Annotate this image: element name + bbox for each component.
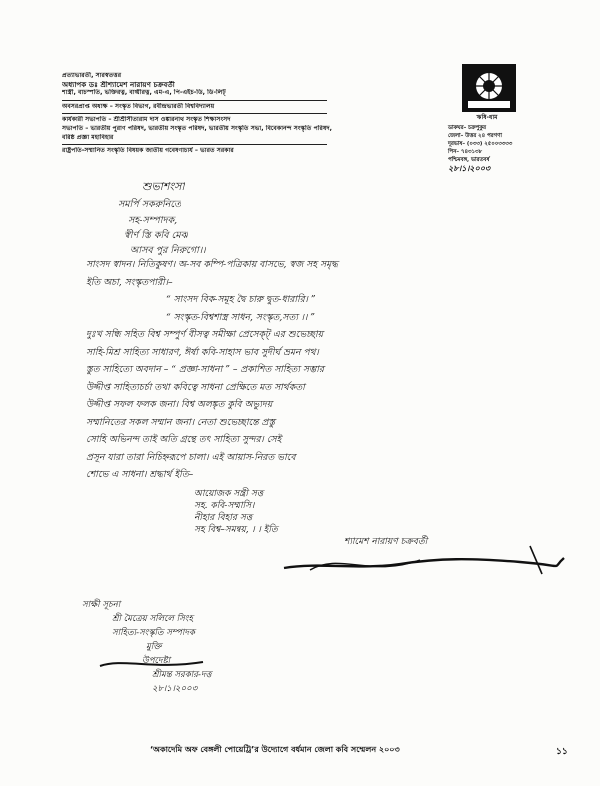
letterhead-line-7: রাষ্ট্রপতি-সম্মানিত সংস্কৃতি বিষয়ক জাতীয় গবেষণাচার্য – ভারত সরকার: [62, 147, 234, 155]
body-line: ইতি অচা, সংস্কৃতপারী।–: [86, 276, 173, 288]
witness-signature: শ্রীমন্ত সরকার-দত্ত: [152, 670, 212, 680]
address-line: দূরভাষ– (০৩৩) ২৫০০৩৩৩৩: [448, 141, 513, 147]
body-line: উদ্দীপ্ত সাহিত্যচর্চা তথা কবিত্বে সাধনা প্রেক্ষিতে মত সার্থকতা: [86, 381, 305, 393]
body-line: সোহি অভিনন্দ তাই অতি গ্রন্থে তৎ সাহিত্য সুন্দর। সেই: [86, 434, 282, 445]
body-line: দুঃখ সন্ধি সহিত বিশ্ব সম্পুৰ্ণ বীসত্ব সমীক্ষা প্রেসেক্ট্ এর শুভেচ্ছায়: [86, 329, 323, 340]
body-quote: “ সংস্কৃত-বিশ্বশাস্ত্র সাধন, সংস্কৃত,সত্য ।। ”: [166, 311, 315, 323]
witness-line: মুক্তি: [146, 642, 162, 652]
letterhead-divider: [62, 144, 327, 145]
recipient-line: সহ-সম্পাদক,: [128, 215, 178, 226]
letter-body: [86, 256, 556, 484]
witness-line: শ্রী মৈত্রেয় সলিলে সিংহ: [112, 614, 193, 624]
witness-line: উপদেষ্টা: [142, 656, 171, 666]
address-block: [448, 124, 544, 172]
closing-line: আয়োজক সন্ত্রী সত্ত: [194, 489, 264, 499]
letterhead: [62, 72, 362, 156]
witness-line: সাহিত্য-সংস্কৃতি সম্পাদক: [112, 628, 195, 638]
witness-title: সাক্ষী সূচনা: [82, 600, 121, 610]
body-line: উদ্দীপ্ত সফল ফলক জনা। বিশ্ব অলঙ্কৃত কুবি অভ্যুদয়: [86, 399, 273, 410]
letter-date: ২৮।১।২০০৩: [448, 163, 491, 173]
logo-caption: ঋষি-ধাম: [476, 114, 498, 121]
body-line: প্রসূন যারা তারা নিচিহ্নরূপে চালা। এই আয়াস-নিরত ভাবে: [86, 451, 296, 463]
witness-date: ২৮।১।২০০৩: [152, 684, 198, 694]
letterhead-line-6: বরিষ্ঠ প্রজ্ঞা মহাবিহার: [62, 133, 114, 141]
letterhead-line-3: অবসরপ্রাপ্ত অধ্যক্ষ – সংস্কৃত বিভাগ, রবীন্দ্রভারতী বিশ্ববিদ্যালয়: [62, 102, 215, 110]
letterhead-divider: [62, 113, 327, 114]
witness-signature-scribble-icon: [98, 654, 208, 674]
body-line: সাংসদ স্বাদন। নিতিকুষণ। অ-সব কম্পি-পত্রিকায় বাসভে, স্বজ সহ সমৃদ্ধ: [86, 259, 338, 270]
signature-scribble-icon: [280, 540, 570, 580]
letterhead-divider: [62, 100, 327, 101]
salutation: শুভাশংসা: [142, 180, 185, 193]
closing-line: সহ. কবি-সম্মাসি।: [194, 501, 255, 511]
letterhead-degrees: শাস্ত্রী, বাচস্পতি, ভক্তিরত্ন, বাগ্মীরত্ন, এম-এ, পি-এইচ-ডি, ডি-লিট্: [62, 89, 226, 97]
letterhead-org: প্রত্যাভারতী, সারস্বতত্তর: [62, 72, 122, 79]
body-line: সাহি-মিশ্র সাহিত্য সাধারণ, ঈর্ষা কবি-সাহাস ভাব সুদীর্ঘ ভ্রমন পথ।: [86, 346, 319, 358]
recipient-line: আসব পুর নিরুগো।।: [130, 245, 206, 256]
rishi-dham-logo-icon: [462, 64, 516, 112]
closing-block: [194, 488, 427, 548]
closing-line: সহ বিশ্ব–সমন্বয়, । । ইতি: [194, 525, 278, 535]
address-line: ডাকঘর– চক্রপুকুর: [448, 125, 486, 131]
body-line: শোভে এ সাধনা। শ্রদ্ধার্থ ইতি–: [86, 469, 194, 480]
body-line: স্তুত সাহিত্যে অবদান – “ প্রজ্ঞা-সাধনা ” – প্রকাশিত সাহিত্য সম্ভার: [86, 364, 324, 375]
address-line: পশ্চিমবঙ্গ, ভারতবর্ষ: [448, 157, 490, 163]
letterhead-line-5: সভাপতি – ভারতীয় পুরাণ পরিষদ, ভারতীয় সংস্কৃত পরিষদ, ভারতীয় সংস্কৃতি সভা, বিবেকানন্দ সংস্কৃতি পরিষদ,: [62, 124, 332, 132]
witness-block: [82, 598, 212, 696]
body-line: সম্মানিতের সকল সম্মান জনা। নেতা শুভেচ্ছান্তে প্রস্তু: [86, 416, 275, 428]
closing-line: নীহার বিহার সত্ত: [194, 513, 253, 523]
signature-name: শ্যামেশ নারায়ণ চক্রবর্তী: [344, 537, 428, 547]
letterhead-line-4: কার্যকারী সভাপতি – শ্রীশ্রীসীতারাম দাস ওঙ্কারনাথ সংস্কৃত শিক্ষাসংসদ: [62, 116, 231, 124]
address-line: জেলা– উত্তর ২৪ পরগণা: [448, 133, 502, 139]
page-number: ১১: [556, 747, 568, 757]
recipient-line: স্বীর্ণ স্তি কবি মেঝ: [124, 230, 188, 241]
footer-caption: ‘অকাদেমি অফ বেঙ্গলী পোয়েট্রি’র উদ্যোগে বর্ধমান জেলা কবি সম্মেলন ২০০৩: [150, 745, 400, 754]
address-line: পিন– ৭৪৩১৩৮: [448, 149, 482, 155]
letterhead-name: অধ্যাপক ডঃ শ্রীশ্যামেশ নারায়ণ চক্রবর্তী: [62, 80, 175, 89]
body-quote: “ সাংসদ বিক-সমূহ দ্বৈ চারু দ্বুত-ধারারি। ”: [166, 294, 316, 305]
recipient-line: সমর্পি সকরুনিতে: [118, 199, 182, 210]
